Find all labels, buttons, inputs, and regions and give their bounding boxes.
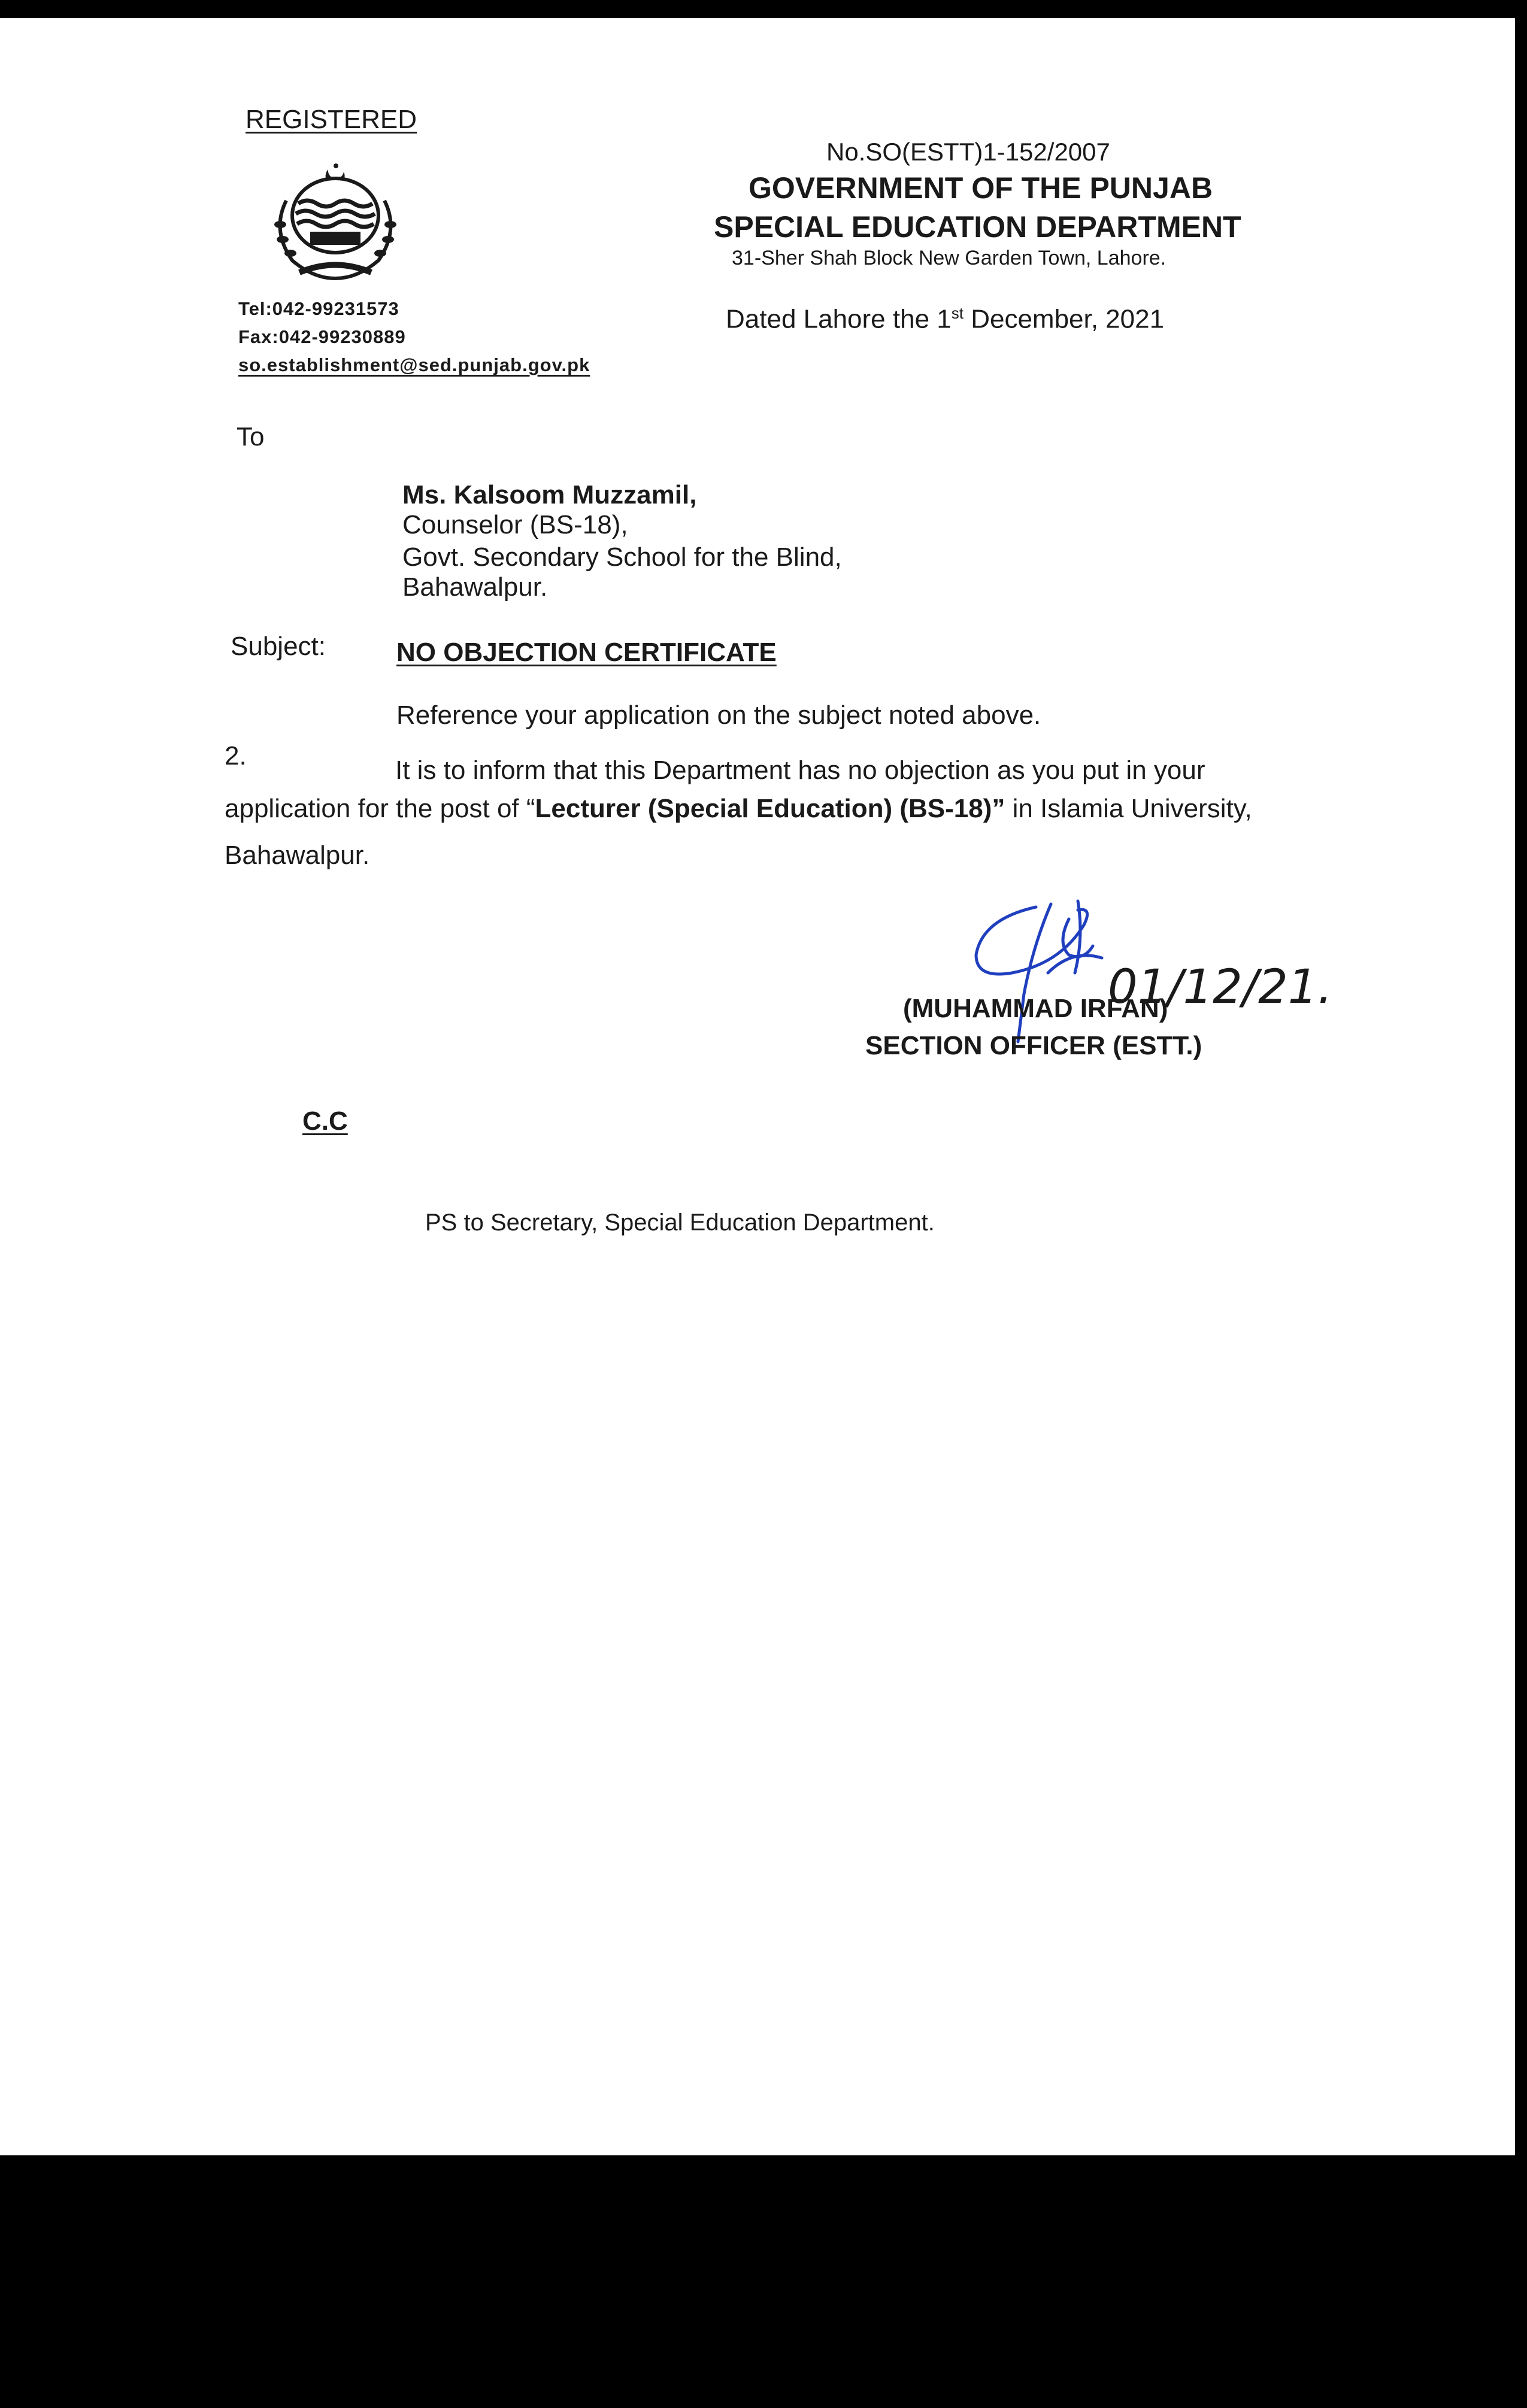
letter-page (0, 18, 1515, 2155)
post-title: Lecturer (Special Education) (BS-18)” (535, 794, 1005, 823)
date-prefix: Dated Lahore the 1 (726, 304, 952, 334)
paragraph-2-number: 2. (225, 741, 247, 771)
punjab-government-emblem-icon (257, 159, 413, 287)
addressee-city: Bahawalpur. (402, 572, 548, 602)
paragraph-2-line-2 (225, 794, 1252, 824)
paragraph-2-line-1: It is to inform that this Department has no objection as you put in your (395, 756, 1205, 785)
addressee-name: Ms. Kalsoom Muzzamil, (402, 480, 697, 509)
paragraph-2-line-2-pre: application for the post of “ (225, 794, 535, 823)
addressee-school: Govt. Secondary School for the Blind, (402, 542, 842, 572)
signatory-name: (MUHAMMAD IRFAN) (903, 994, 1168, 1023)
cc-recipient: PS to Secretary, Special Education Department. (425, 1209, 935, 1236)
fax-number: Fax:042-99230889 (238, 326, 406, 347)
subject-label: Subject: (231, 632, 326, 661)
paragraph-1: Reference your application on the subject noted above. (396, 700, 1041, 730)
department-title: SPECIAL EDUCATION DEPARTMENT (714, 210, 1241, 244)
date-ordinal: st (951, 304, 964, 322)
department-address: 31-Sher Shah Block New Garden Town, Lahore. (732, 247, 1167, 269)
telephone-number: Tel:042-99231573 (238, 298, 399, 319)
addressee-designation: Counselor (BS-18), (402, 510, 628, 539)
paragraph-2-line-2-post: in Islamia University, (1005, 794, 1252, 823)
subject-text: NO OBJECTION CERTIFICATE (396, 638, 777, 667)
to-label: To (237, 422, 265, 451)
letter-date (726, 304, 1164, 335)
paragraph-2-line-3: Bahawalpur. (225, 841, 370, 870)
government-title: GOVERNMENT OF THE PUNJAB (749, 171, 1213, 205)
handwritten-date: 01/12/21. (1108, 960, 1333, 1014)
reference-number: No.SO(ESTT)1-152/2007 (826, 138, 1110, 166)
date-suffix: December, 2021 (963, 304, 1165, 334)
email-link[interactable]: so.establishment@sed.punjab.gov.pk (238, 354, 590, 375)
signatory-title: SECTION OFFICER (ESTT.) (865, 1031, 1202, 1060)
registered-label: REGISTERED (246, 105, 417, 134)
cc-label: C.C (302, 1106, 348, 1136)
